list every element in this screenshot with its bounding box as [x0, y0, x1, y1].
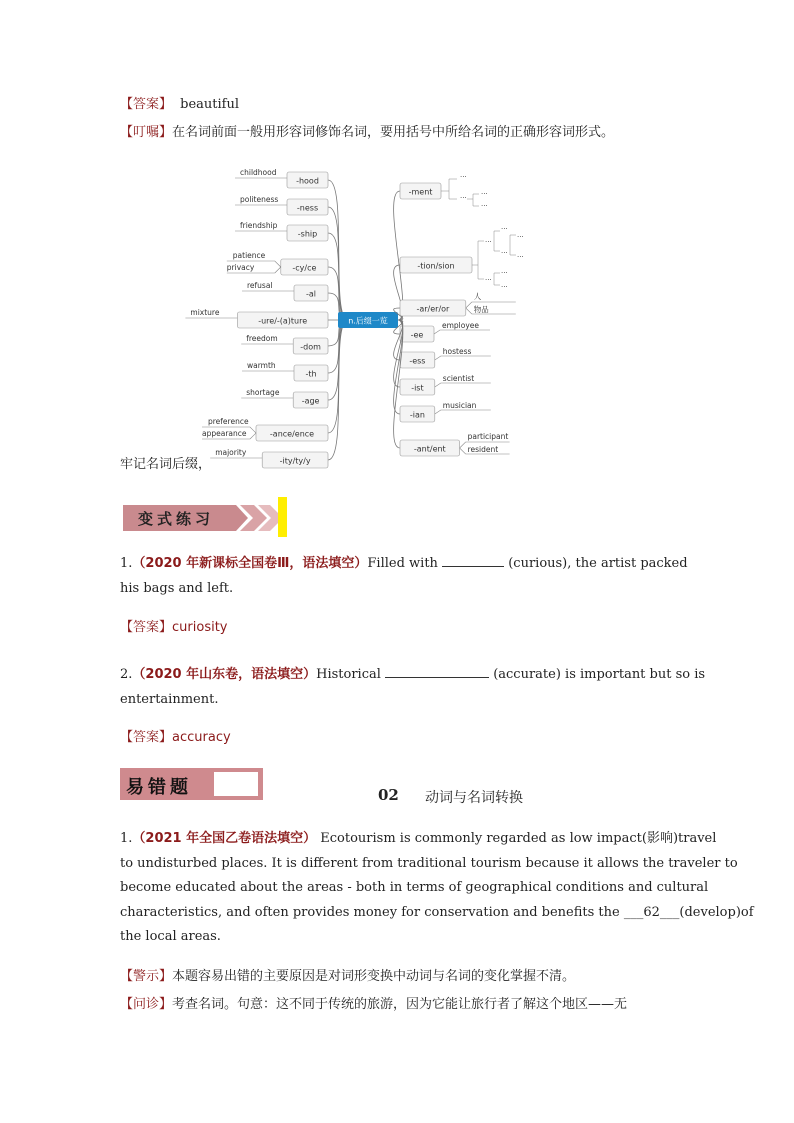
- intro-note-line: [120, 124, 614, 142]
- q1-answer: curiosity: [172, 620, 228, 635]
- branch-line: [328, 320, 348, 460]
- example-label: refusal: [247, 281, 273, 290]
- suffix-label: -ship: [297, 229, 318, 239]
- warning-line: [120, 968, 575, 986]
- section-number: 02: [378, 786, 399, 804]
- mindmap-caption: 牢记名词后缀，: [120, 457, 212, 472]
- eco-num: 1.: [120, 831, 133, 846]
- ellipsis: ...: [460, 192, 467, 200]
- note-tag: 【叮嘱】: [120, 125, 173, 140]
- ellipsis: ...: [481, 200, 488, 208]
- suffix-label: -ist: [411, 383, 424, 393]
- q1-num: 1.: [120, 556, 133, 571]
- practice-banner-label: 变式练习: [138, 510, 215, 528]
- q2-num: 2.: [120, 667, 133, 682]
- example-line: [435, 410, 491, 414]
- ellipsis: ...: [501, 281, 508, 289]
- q2-text: Historical: [316, 667, 381, 682]
- example-label: participant: [467, 432, 509, 441]
- eco-text-1: Ecotourism is commonly regarded as low impact(影响)travel: [320, 831, 717, 846]
- ellipsis: ...: [501, 247, 508, 255]
- sub-branch: [472, 231, 516, 285]
- suffix-label: -al: [305, 289, 317, 299]
- suffix-label: -ee: [410, 330, 424, 340]
- q2-line1: [120, 665, 705, 684]
- suffix-label: -ness: [296, 203, 319, 213]
- eco-source: （2021 年全国乙卷语法填空）: [132, 831, 317, 846]
- ellipsis: ...: [517, 231, 524, 239]
- example-label: privacy: [226, 263, 255, 272]
- error-banner: [120, 768, 263, 800]
- example-label: resident: [467, 445, 499, 454]
- answer-text: beautiful: [180, 97, 240, 112]
- suffix-label: -tion/sion: [417, 261, 455, 271]
- diagnosis-tag: 【问诊】: [120, 997, 173, 1012]
- suffix-label: -ure/-(a)ture: [258, 316, 308, 326]
- example-label: scientist: [442, 374, 475, 383]
- example-label: 人: [473, 292, 482, 301]
- example-label: patience: [232, 251, 266, 260]
- q2-blank[interactable]: [385, 665, 489, 678]
- suffix-label: -hood: [296, 176, 319, 186]
- example-line: [435, 356, 491, 360]
- error-banner-label: 易错题: [126, 777, 192, 798]
- example-line: [434, 330, 490, 334]
- q2-line2: entertainment.: [120, 692, 219, 707]
- ellipsis: ...: [517, 251, 524, 259]
- q1-line1: [120, 554, 688, 573]
- answer-tag: 【答案】: [120, 97, 173, 112]
- example-label: appearance: [202, 429, 247, 438]
- ellipsis: ...: [501, 267, 508, 275]
- suffix-mindmap: [190, 160, 524, 470]
- suffix-label: -ess: [409, 356, 426, 366]
- example-label: preference: [208, 417, 249, 426]
- practice-banner: [120, 497, 288, 537]
- diagnosis-text: 考查名词。句意：这不同于传统的旅游，因为它能让旅行者了解这个地区——无: [172, 997, 628, 1012]
- q1-answer-tag: 【答案】: [120, 620, 173, 635]
- q1-source: （2020 年新课标全国卷Ⅲ，语法填空）: [132, 556, 368, 571]
- ecotourism-paragraph: [120, 827, 754, 950]
- q2-source: （2020 年山东卷，语法填空）: [132, 667, 317, 682]
- ellipsis: ...: [485, 274, 492, 282]
- example-label: 物品: [473, 305, 489, 314]
- q2-answer: accuracy: [172, 730, 231, 745]
- eco-line-1: [120, 827, 717, 852]
- suffix-label: -dom: [300, 342, 321, 352]
- example-label: freedom: [246, 334, 278, 343]
- suffix-label: -ity/ty/y: [279, 456, 311, 466]
- ellipsis: ...: [501, 223, 508, 231]
- diagnosis-line: [120, 996, 627, 1014]
- eco-line-3: become educated about the areas - both in terms of geographical conditions and cultural: [120, 880, 709, 895]
- suffix-label: -cy/ce: [292, 263, 317, 273]
- suffix-label: -age: [301, 396, 320, 406]
- eco-line-5: the local areas.: [120, 929, 221, 944]
- q1-text: Filled with: [367, 556, 438, 571]
- q2-answer-tag: 【答案】: [120, 730, 173, 745]
- ellipsis: ...: [481, 188, 488, 196]
- example-line: [435, 383, 491, 387]
- suffix-label: -ian: [409, 410, 425, 420]
- example-label: mixture: [190, 308, 220, 317]
- q1-blank[interactable]: [442, 554, 504, 567]
- center-label: n.后缀一览: [348, 316, 388, 326]
- suffix-label: -ar/er/or: [416, 304, 450, 314]
- suffix-label: -ance/ence: [269, 429, 315, 439]
- suffix-label: -ment: [408, 187, 433, 197]
- q1-answer-line: [120, 619, 228, 637]
- warning-tag: 【警示】: [120, 969, 173, 984]
- ellipsis: ...: [485, 236, 492, 244]
- example-label: childhood: [240, 168, 277, 177]
- suffix-label: -th: [305, 369, 317, 379]
- note-text: 在名词前面一般用形容词修饰名词，要用括号中所给名词的正确形容词形式。: [172, 125, 615, 140]
- example-label: majority: [215, 448, 247, 457]
- warning-text: 本题容易出错的主要原因是对词形变换中动词与名词的变化掌握不清。: [172, 969, 576, 984]
- eco-line-2: to undisturbed places. It is different from traditional tourism because it allows the traveler to: [120, 855, 738, 871]
- q2-answer-line: [120, 729, 231, 747]
- example-label: employee: [442, 321, 480, 330]
- example-label: politeness: [240, 195, 279, 204]
- example-label: musician: [442, 401, 477, 410]
- ellipsis: ...: [460, 171, 467, 179]
- example-label: friendship: [240, 221, 278, 230]
- section-title: 动词与名词转换: [425, 790, 523, 806]
- branch-line: [328, 233, 348, 320]
- suffix-label: -ant/ent: [413, 444, 446, 454]
- example-label: warmth: [247, 361, 276, 370]
- example-label: shortage: [246, 388, 280, 397]
- q1-hint: (curious), the artist packed: [508, 556, 688, 571]
- eco-line-4: characteristics, and often provides money for conservation and benefits the ___62___(develop)of: [120, 904, 754, 920]
- intro-answer-line: [120, 96, 239, 114]
- q2-hint: (accurate) is important but so is: [493, 667, 706, 682]
- example-label: hostess: [442, 347, 472, 356]
- q1-line2: his bags and left.: [120, 581, 234, 596]
